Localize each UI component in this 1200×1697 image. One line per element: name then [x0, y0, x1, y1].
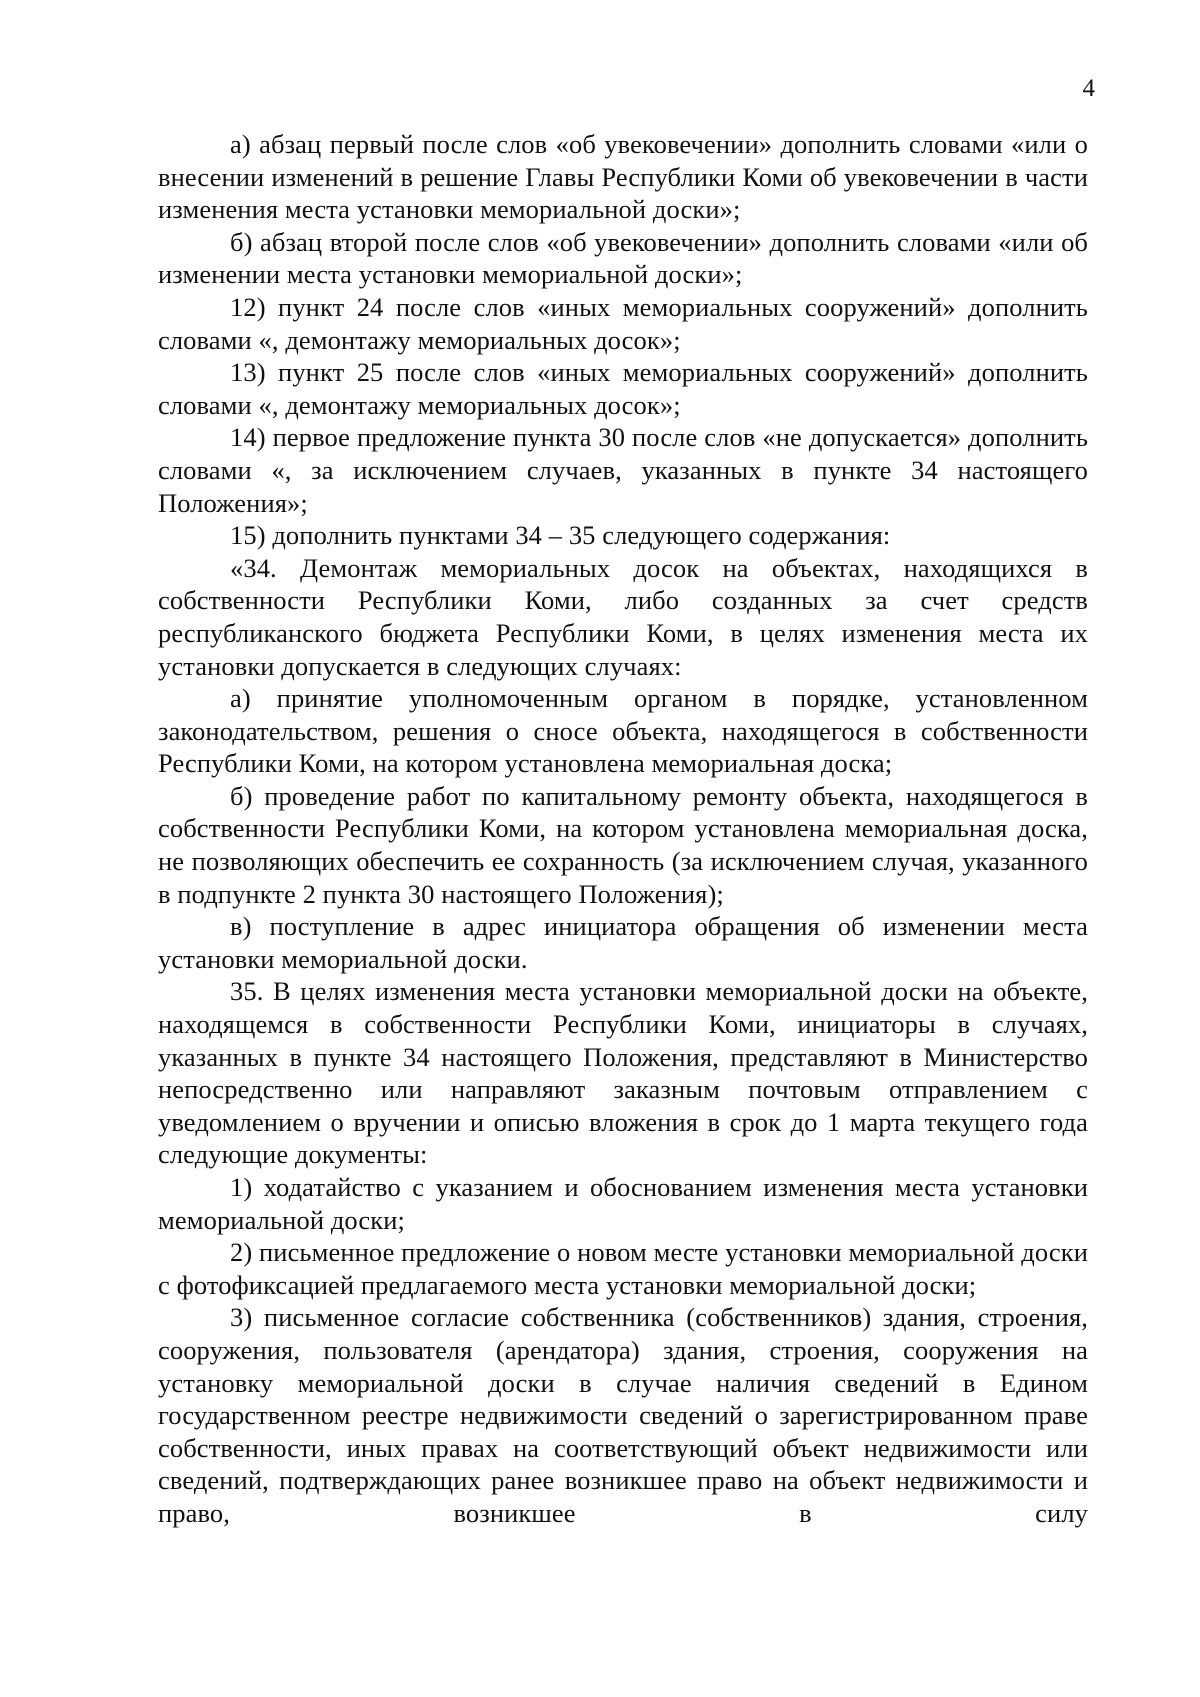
paragraph-15: 15) дополнить пунктами 34 – 35 следующего содержания:: [230, 520, 891, 551]
paragraph-1a: а) абзац первый после слов «об увековечении» дополнить словами «или о внесении изменений в решение Главы Республики Коми об увековечении в части изменения места установки мемориальной доски»;: [158, 129, 1088, 225]
paragraph-34b: б) проведение работ по капитальному ремонту объекта, находящегося в собственности Республики Коми, на котором установлена мемориальная доска, не позволяющих обеспечить ее сохранность (за исключением случая, указанного в подпункте 2 пункта 30 настоящего Положения);: [158, 780, 1088, 909]
page-number: 4: [1082, 75, 1095, 102]
paragraph-1b: б) абзац второй после слов «об увековечении» дополнить словами «или об изменении места установки мемориальной доски»;: [158, 226, 1088, 290]
paragraph-12: 12) пункт 24 после слов «иных мемориальных сооружений» дополнить словами «, демонтажу мемориальных досок»;: [158, 291, 1088, 355]
paragraph-34v: в) поступление в адрес инициатора обращения об изменении места установки мемориальной доски.: [158, 911, 1088, 974]
paragraph-14: 14) первое предложение пункта 30 после слов «не допускается» дополнить словами «, за исключением случаев, указанных в пункте 34 настоящего Положения»;: [158, 422, 1088, 518]
paragraph-35-2: 2) письменное предложение о новом месте установки мемориальной доски с фотофиксацией предлагаемого места установки мемориальной доски;: [158, 1237, 1088, 1300]
paragraph-35-3: 3) письменное согласие собственника (собственников) здания, строения, сооружения, пользователя (арендатора) здания, строения, сооружения на установку мемориальной доски в случае наличия сведений в Едином государственном реестре недвижимости сведений о зарегистрированном праве собственности, иных правах на соответствующий объект недвижимости или сведений, подтверждающих ранее возникшее право на объект недвижимости и право, возникшее в силу: [158, 1302, 1088, 1528]
paragraph-35: 35. В целях изменения места установки мемориальной доски на объекте, находящемся в собственности Республики Коми, инициаторы в случаях, указанных в пункте 34 настоящего Положения, представляют в Министерство непосредственно или направляют заказным почтовым отправлением с уведомлением о вручении и описью вложения в срок до 1 марта текущего года следующие документы:: [158, 976, 1088, 1170]
paragraph-13: 13) пункт 25 после слов «иных мемориальных сооружений» дополнить словами «, демонтажу мемориальных досок»;: [158, 357, 1088, 420]
paragraph-35-1: 1) ходатайство с указанием и обоснованием изменения места установки мемориальной доски;: [158, 1172, 1088, 1235]
paragraph-34a: а) принятие уполномоченным органом в порядке, установленном законодательством, решения о сносе объекта, находящегося в собственности Республики Коми, на котором установлена мемориальная доска;: [158, 683, 1088, 779]
document-body: [158, 128, 1088, 1530]
paragraph-34: «34. Демонтаж мемориальных досок на объектах, находящихся в собственности Республики Коми, либо созданных за счет средств республиканского бюджета Республики Коми, в целях изменения места их установки допускается в следующих случаях:: [158, 552, 1088, 681]
